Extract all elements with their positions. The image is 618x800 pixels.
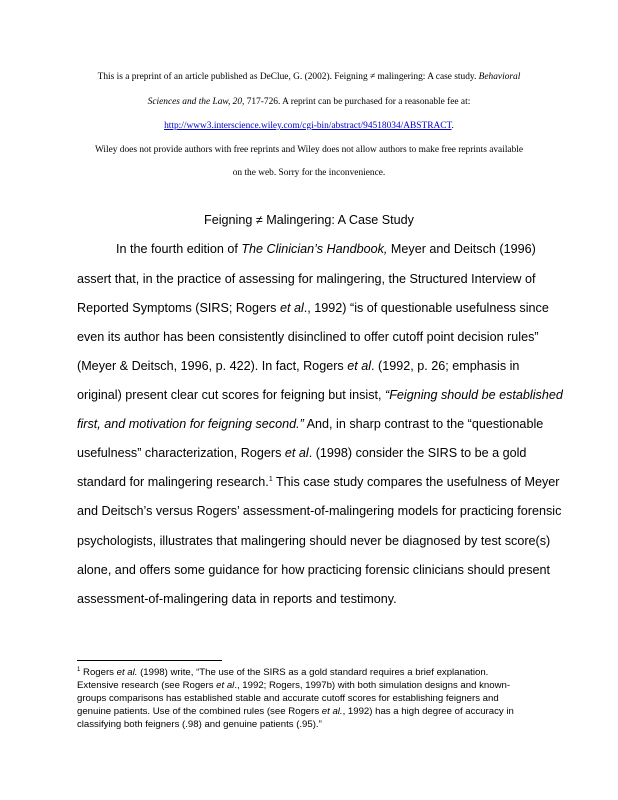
body-line-7 <box>77 417 543 431</box>
preprint-notice-line-5: on the web. Sorry for the inconvenience. <box>232 168 386 178</box>
footnote-text: ., 1992; Rogers, 1997b) with both simulation designs and known- <box>234 680 511 691</box>
et-al: et al <box>284 446 309 460</box>
book-title: The Clinician’s Handbook, <box>241 242 388 256</box>
footnote-line-2 <box>77 680 510 691</box>
footnote-line-3: groups comparisons has established stable and accurate cutoff scores for establishing feigners and <box>77 693 499 704</box>
body-text: original) present clear cut scores for feigning but insist, <box>77 388 385 402</box>
et-al: et al. <box>116 667 138 678</box>
body-text: (Meyer & Deitsch, 1996, p. 422). In fact, Rogers <box>77 359 348 373</box>
body-text: Meyer and Deitsch (1996) <box>387 242 536 256</box>
body-line-6 <box>77 388 563 402</box>
quoted-emphasis: “Feigning should be established <box>385 388 563 402</box>
notice-text: This is a preprint of an article published as DeClue, G. (2002). Feigning ≠ malingering: A case study. <box>97 72 477 82</box>
body-line-8 <box>77 446 526 460</box>
body-line-2: assert that, in the practice of assessing for malingering, the Structured Interview of <box>77 272 536 286</box>
footnote-line-1 <box>77 667 488 678</box>
notice-journal-volume: Sciences and the Law, 20, <box>147 97 245 107</box>
body-line-12: alone, and offers some guidance for how practicing forensic clinicians should present <box>77 563 551 577</box>
footnote-text: Rogers <box>80 667 117 678</box>
article-title: Feigning ≠ Malingering: A Case Study <box>204 213 414 227</box>
body-line-4: even its author has been consistently disinclined to offer cutoff point decision rules” <box>77 330 539 344</box>
footnote-text: genuine patients. Use of the combined rules (see Rogers <box>77 706 322 717</box>
body-text: Reported Symptoms (SIRS; Rogers <box>77 301 280 315</box>
body-text: standard for malingering research. <box>77 475 269 489</box>
body-line-9 <box>77 475 559 489</box>
notice-text: 717-726. A reprint can be purchased for a reasonable fee at: <box>246 97 471 107</box>
body-text: This case study compares the usefulness of Meyer <box>272 475 560 489</box>
body-text: . (1998) consider the SIRS to be a gold <box>308 446 527 460</box>
notice-journal-name: Behavioral <box>478 72 521 82</box>
footnote-text: , 1992) has a high degree of accuracy in <box>342 706 514 717</box>
body-text: And, in sharp contrast to the “questionable <box>303 417 544 431</box>
body-text: In the fourth edition of <box>116 242 242 256</box>
body-text: ., 1992) “is of questionable usefulness since <box>303 301 549 315</box>
body-line-11: psychologists, illustrates that malingering should never be diagnosed by test score(s) <box>77 534 551 548</box>
footnote-line-4 <box>77 706 514 717</box>
quoted-emphasis: first, and motivation for feigning second.” <box>77 417 304 431</box>
footnote-text: Extensive research (see Rogers <box>77 680 217 691</box>
footnote-line-5: classifying both feigners (.98) and genuine patients (.95).” <box>77 719 322 730</box>
preprint-notice-line-2 <box>60 97 558 107</box>
body-text: usefulness” characterization, Rogers <box>77 446 285 460</box>
body-text: . (1992, p. 26; emphasis in <box>371 359 520 373</box>
article-abstract-link[interactable]: http://www3.interscience.wiley.com/cgi-bin/abstract/94518034/ABSTRACT <box>164 121 452 131</box>
preprint-notice-line-1 <box>60 72 558 82</box>
notice-text: . <box>451 121 454 131</box>
body-line-5 <box>77 359 519 373</box>
body-line-3 <box>77 301 549 315</box>
footnote-separator <box>77 660 222 661</box>
preprint-notice-line-4: Wiley does not provide authors with free reprints and Wiley does not allow authors to make free reprints available <box>94 145 524 155</box>
footnote-reference[interactable]: 1 <box>268 476 273 483</box>
footnote-marker: 1 <box>77 667 81 673</box>
body-line-1 <box>116 242 536 256</box>
et-al: et al <box>347 359 372 373</box>
et-al: et al <box>279 301 304 315</box>
body-line-10: and Deitsch’s versus Rogers’ assessment-of-malingering models for practicing forensic <box>77 504 562 518</box>
footnote-text: (1998) write, “The use of the SIRS as a gold standard requires a brief explanation. <box>137 667 489 678</box>
body-line-13: assessment-of-malingering data in reports and testimony. <box>77 592 397 606</box>
preprint-notice-line-3 <box>60 121 558 131</box>
et-al: et al. <box>321 706 343 717</box>
et-al: et al <box>216 680 235 691</box>
